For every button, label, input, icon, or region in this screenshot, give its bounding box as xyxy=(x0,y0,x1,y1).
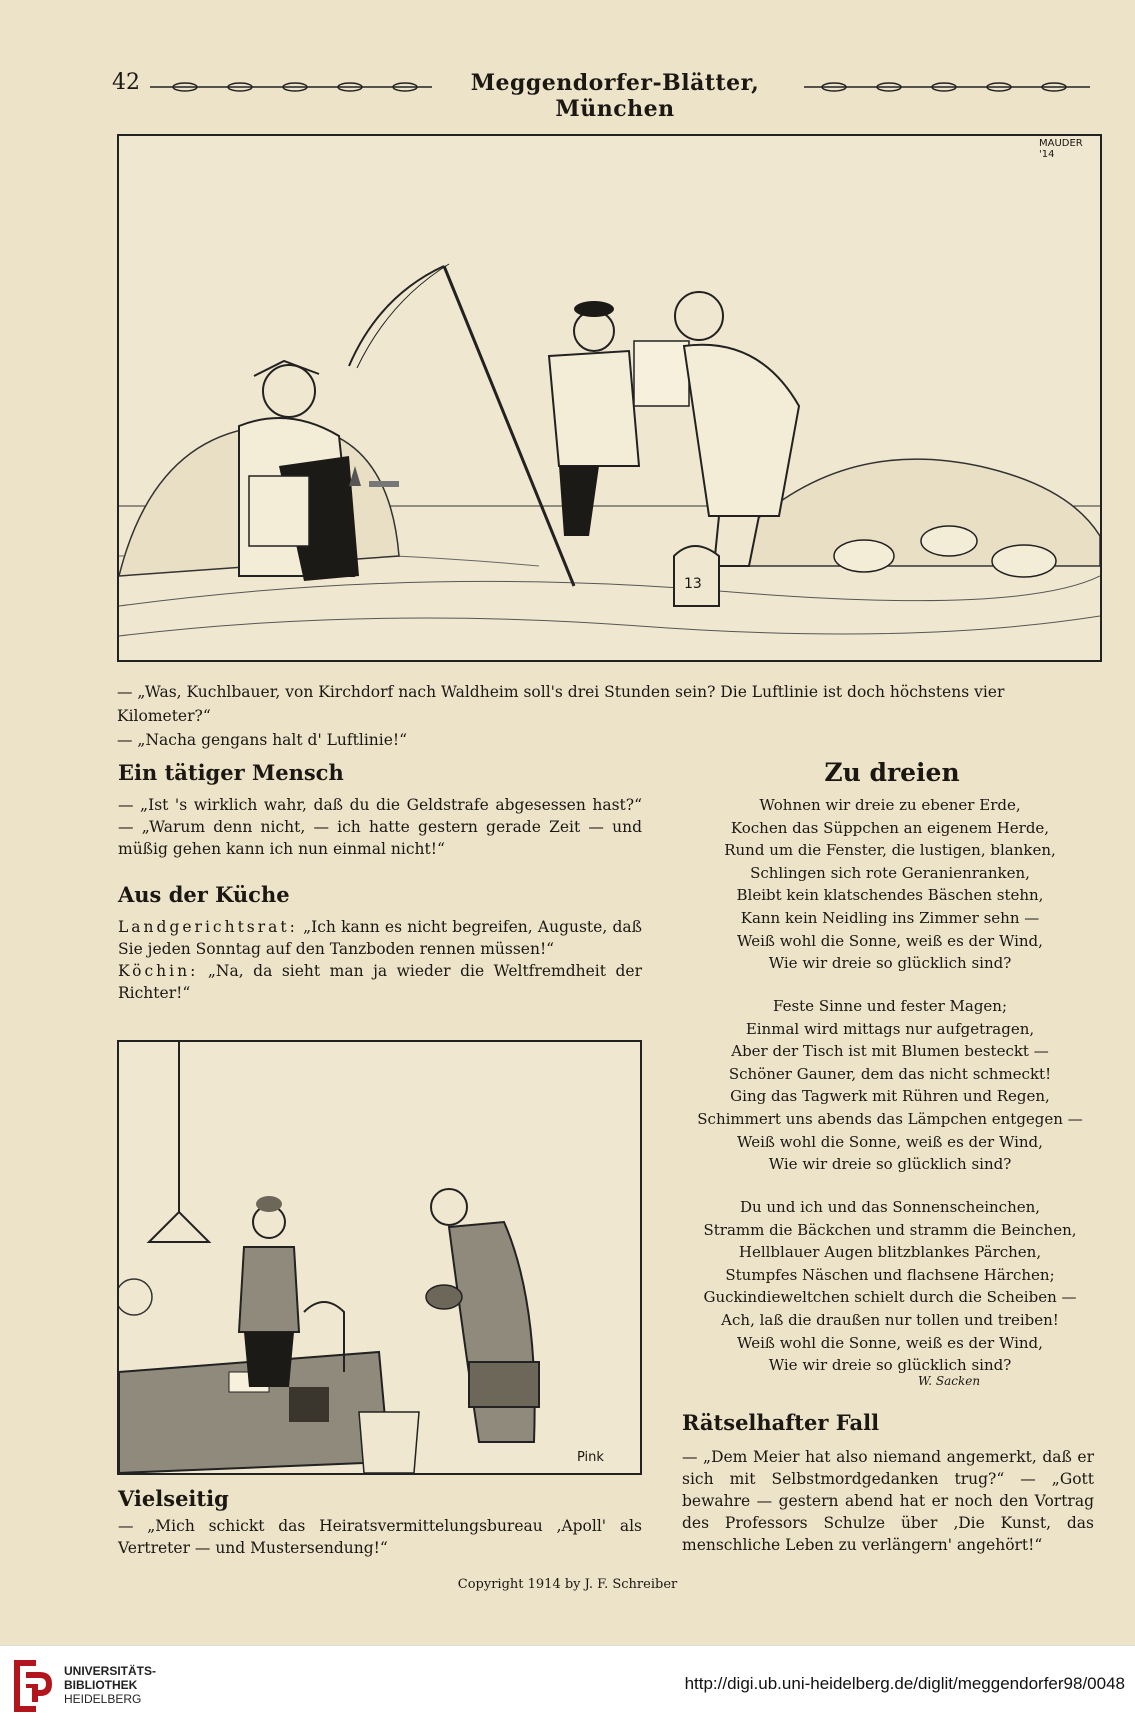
heading-ein-taetiger-mensch: Ein tätiger Mensch xyxy=(118,760,344,785)
paragraph-vielseitig: — „Mich schickt das Heiratsvermittelungsbureau ‚Apoll' als Vertreter — und Mustersendung!“ xyxy=(118,1517,642,1557)
poem-line: Feste Sinne und fester Magen; xyxy=(772,997,1008,1015)
poem-line: Stumpfes Näschen und flachsene Härchen; xyxy=(725,1265,1055,1284)
poem-line: Aber der Tisch ist mit Blumen besteckt — xyxy=(731,1042,1049,1061)
poem-line: Wohnen wir dreie zu ebener Erde, xyxy=(759,796,1021,814)
library-name xyxy=(64,1664,156,1706)
library-name-line: BIBLIOTHEK xyxy=(64,1678,138,1692)
poem-line: Ach, laß die draußen nur tollen und treiben! xyxy=(721,1310,1059,1329)
cartoon1-caption xyxy=(117,680,1102,752)
poem-line: Wie wir dreie so glücklich sind? xyxy=(768,1155,1012,1174)
poem-line: Schimmert uns abends das Lämpchen entgegen — xyxy=(697,1109,1083,1128)
poem-line: Hellblauer Augen blitzblankes Pärchen, xyxy=(738,1243,1042,1262)
poem-line: Stramm die Bäckchen und stramm die Beinchen, xyxy=(703,1220,1077,1239)
poem-line: Weiß wohl die Sonne, weiß es der Wind, xyxy=(737,931,1043,950)
poem-line: Rund um die Fenster, die lustigen, blanken, xyxy=(724,841,1056,860)
cartoon-office-drawing xyxy=(119,1042,640,1473)
poem-line: Weiß wohl die Sonne, weiß es der Wind, xyxy=(737,1333,1043,1352)
poem-line: Wie wir dreie so glücklich sind? xyxy=(768,954,1012,973)
cartoon2-signature: Pink xyxy=(577,1450,604,1465)
dialogue-text: „Ich kann es nicht begreifen, Auguste, daß Sie jeden Sonntag auf den Tanzboden rennen müssen!“ xyxy=(118,918,642,958)
poem-line: Einmal wird mittags nur aufgetragen, xyxy=(745,1019,1035,1038)
header-ornament-right xyxy=(804,80,1090,94)
heading-vielseitig: Vielseitig xyxy=(118,1486,229,1511)
digital-library-footer xyxy=(0,1645,1135,1726)
library-logo-icon xyxy=(10,1658,56,1714)
poem-line: Kann kein Neidling ins Zimmer sehn — xyxy=(740,908,1040,927)
caption-line: — „Nacha gengans halt d' Luftlinie!“ xyxy=(117,731,408,749)
poem-stanza-1 xyxy=(660,794,1120,975)
poem-line: Wie wir dreie so glücklich sind? xyxy=(768,1356,1012,1375)
dialogue-text: „Na, da sieht man ja wieder die Weltfremdheit der Richter!“ xyxy=(118,962,642,1002)
poem-line: Bleibt kein klatschendes Bäschen stehn, xyxy=(736,886,1044,905)
poem-author: W. Sacken xyxy=(918,1374,981,1388)
magazine-title: Meggendorfer-Blätter, München xyxy=(470,70,760,122)
paragraph-ein-taetiger-mensch: — „Ist 's wirklich wahr, daß du die Geldstrafe abgesessen hast?“ — „Warum denn nicht, — ich hatte gestern gerade Zeit — und müßig gehen kann ich nun einmal nicht!“ xyxy=(118,796,642,858)
milestone-number: 13 xyxy=(684,576,702,592)
poem-line: Guckindieweltchen schielt durch die Scheiben — xyxy=(703,1288,1077,1307)
poem-title: Zu dreien xyxy=(824,758,960,787)
source-url-link[interactable]: http://digi.ub.uni-heidelberg.de/diglit/meggendorfer98/0048 xyxy=(684,1674,1125,1693)
library-name-line: HEIDELBERG xyxy=(64,1692,142,1706)
cartoon-office-illustration xyxy=(117,1040,642,1475)
header-ornament-left xyxy=(150,80,432,94)
page-number: 42 xyxy=(112,70,140,95)
page-header xyxy=(0,68,1135,122)
cartoon-farmers-illustration xyxy=(117,134,1102,662)
copyright-notice: Copyright 1914 by J. F. Schreiber xyxy=(457,1577,678,1592)
speaker-label: Landgerichtsrat: xyxy=(118,918,298,936)
heading-raetselhafter-fall: Rätselhafter Fall xyxy=(682,1410,880,1435)
heading-aus-der-kueche: Aus der Küche xyxy=(118,882,290,907)
poem-stanza-3 xyxy=(660,1196,1120,1377)
poem-line: Du und ich und das Sonnenscheinchen, xyxy=(739,1198,1041,1216)
poem-line: Ging das Tagwerk mit Rühren und Regen, xyxy=(730,1087,1050,1106)
paragraph-raetselhafter-fall: — „Dem Meier hat also niemand angemerkt, daß er sich mit Selbstmordgedanken trug?“ — „Gott bewahre — gestern abend hat er noch den Vortrag des Professors Schulze über ‚Die Kunst, das menschliche Leben zu verlängern' angehört!“ xyxy=(682,1448,1094,1554)
speaker-label: Köchin: xyxy=(118,962,199,980)
poem-line: Weiß wohl die Sonne, weiß es der Wind, xyxy=(737,1132,1043,1151)
poem-line: Kochen das Süppchen an eigenem Herde, xyxy=(730,818,1050,837)
library-name-line: UNIVERSITÄTS- xyxy=(64,1664,157,1678)
cartoon-farmers-drawing xyxy=(119,136,1100,660)
caption-line: — „Was, Kuchlbauer, von Kirchdorf nach Waldheim soll's drei Stunden sein? Die Luftlinie ist doch höchstens vier Kilometer?“ xyxy=(117,683,1005,725)
cartoon1-signature: MAUDER '14 xyxy=(1039,138,1083,160)
paragraph-aus-der-kueche xyxy=(118,916,642,1004)
poem-line: Schlingen sich rote Geranienranken, xyxy=(750,863,1030,882)
poem-stanza-2 xyxy=(660,995,1120,1176)
poem-line: Schöner Gauner, dem das nicht schmeckt! xyxy=(728,1064,1052,1083)
